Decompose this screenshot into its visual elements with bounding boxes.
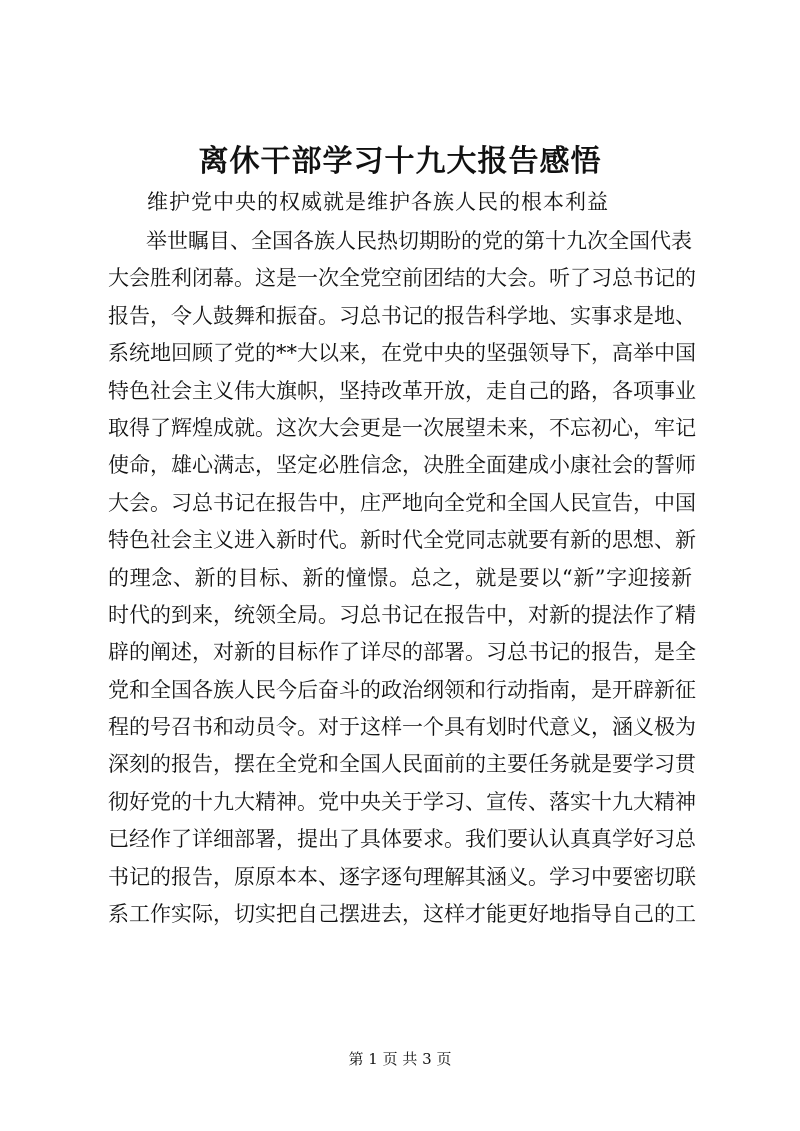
body-line: 举世瞩目、全国各族人民热切期盼的党的第十九次全国代表 — [146, 229, 692, 253]
document-title: 离休干部学习十九大报告感悟 — [198, 144, 602, 179]
body-line: 取得了辉煌成就。这次大会更是一次展望未来，不忘初心，牢记 — [108, 415, 696, 440]
body-line: 系工作实际，切实把自己摆进去，这样才能更好地指导自己的工 — [108, 902, 696, 927]
body-line: 已经作了详细部署，提出了具体要求。我们要认认真真学好习总 — [108, 827, 696, 852]
page-number-footer: 第 1 页 共 3 页 — [348, 1050, 452, 1068]
body-line: 辟的阐述，对新的目标作了详尽的部署。习总书记的报告，是全 — [108, 640, 696, 665]
body-line: 大会胜利闭幕。这是一次全党空前团结的大会。听了习总书记的 — [108, 266, 696, 291]
body-line: 的理念、新的目标、新的憧憬。总之，就是要以“新”字迎接新 — [108, 565, 692, 590]
body-line: 报告，令人鼓舞和振奋。习总书记的报告科学地、实事求是地、 — [108, 303, 696, 328]
body-line: 深刻的报告，摆在全党和全国人民面前的主要任务就是要学习贯 — [108, 752, 696, 777]
body-line: 彻好党的十九大精神。党中央关于学习、宣传、落实十九大精神 — [108, 789, 696, 814]
document-body — [108, 223, 696, 933]
document-subtitle: 维护党中央的权威就是维护各族人民的根本利益 — [147, 190, 609, 214]
body-line: 特色社会主义伟大旗帜，坚持改革开放，走自己的路，各项事业 — [108, 378, 696, 403]
body-line: 程的号召书和动员令。对于这样一个具有划时代意义，涵义极为 — [108, 715, 696, 740]
body-line: 党和全国各族人民今后奋斗的政治纲领和行动指南，是开辟新征 — [108, 677, 696, 702]
body-line: 大会。习总书记在报告中，庄严地向全党和全国人民宣告，中国 — [108, 490, 696, 515]
body-line: 书记的报告，原原本本、逐字逐句理解其涵义。学习中要密切联 — [108, 864, 696, 889]
body-line: 特色社会主义进入新时代。新时代全党同志就要有新的思想、新 — [108, 528, 696, 553]
body-line: 系统地回顾了党的**大以来，在党中央的坚强领导下，高举中国 — [108, 341, 696, 366]
body-line: 时代的到来，统领全局。习总书记在报告中，对新的提法作了精 — [108, 602, 696, 627]
body-line: 使命，雄心满志，坚定必胜信念，决胜全面建成小康社会的誓师 — [108, 453, 696, 478]
